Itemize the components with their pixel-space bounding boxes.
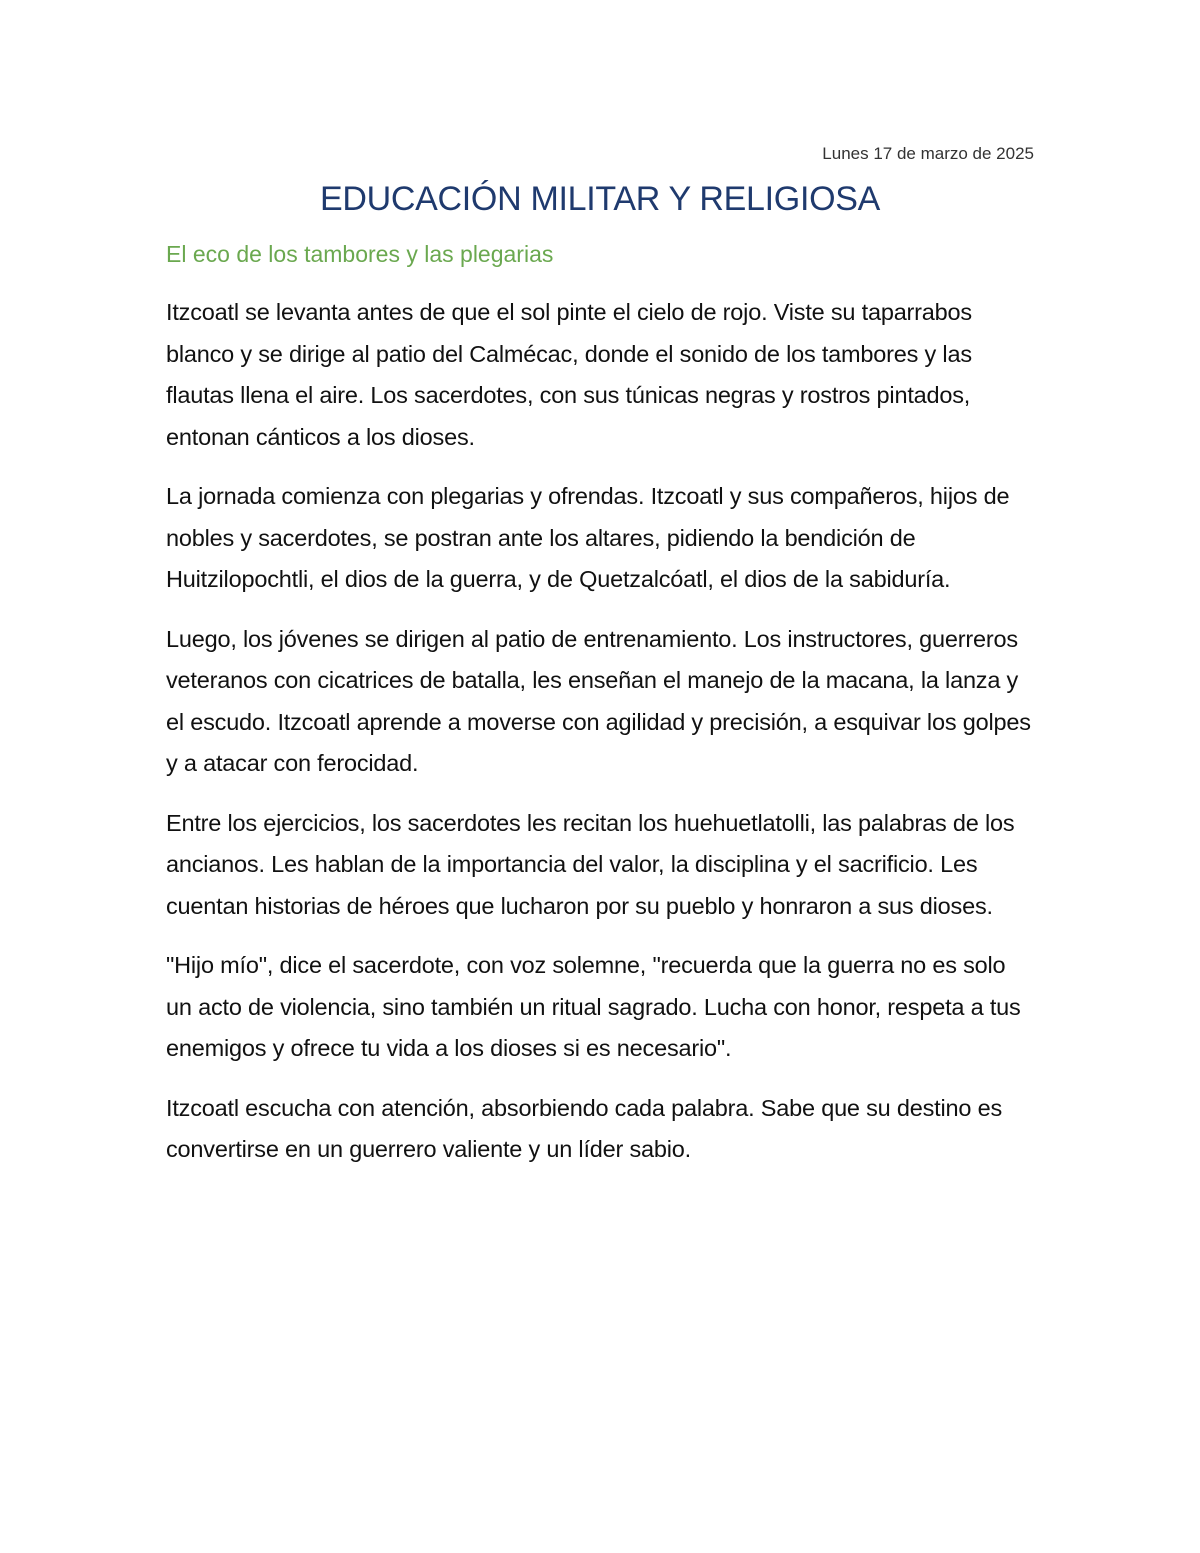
document-date: Lunes 17 de marzo de 2025: [822, 144, 1034, 163]
document-subtitle: El eco de los tambores y las plegarias: [166, 241, 554, 267]
paragraph-6: Itzcoatl escucha con atención, absorbiendo cada palabra. Sabe que su destino es convertirse en un guerrero valiente y un líder sabio.: [166, 1094, 1003, 1162]
paragraph-1: Itzcoatl se levanta antes de que el sol pinte el cielo de rojo. Viste su taparrabos blanco y se dirige al patio del Calmécac, donde el sonido de los tambores y las flautas llena el aire. Los sacerdotes, con sus túnicas negras y rostros pintados, entonan cánticos a los dioses.: [166, 299, 972, 450]
paragraph-5: "Hijo mío", dice el sacerdote, con voz solemne, "recuerda que la guerra no es solo un acto de violencia, sino también un ritual sagrado. Lucha con honor, respeta a tus enemigos y ofrece tu vida a los dioses si es necesario".: [166, 952, 1021, 1061]
paragraph-2: La jornada comienza con plegarias y ofrendas. Itzcoatl y sus compañeros, hijos de nobles y sacerdotes, se postran ante los altares, pidiendo la bendición de Huitzilopochtli, el dios de la guerra, y de Quetzalcóatl, el dios de la sabiduría.: [166, 483, 1010, 592]
paragraph-3: Luego, los jóvenes se dirigen al patio de entrenamiento. Los instructores, guerreros veteranos con cicatrices de batalla, les enseñan el manejo de la macana, la lanza y el escudo. Itzcoatl aprende a moverse con agilidad y precisión, a esquivar los golpes y a atacar con ferocidad.: [166, 625, 1031, 776]
document-title: EDUCACIÓN MILITAR Y RELIGIOSA: [320, 180, 880, 218]
document-body: [166, 138, 1034, 1171]
paragraph-4: Entre los ejercicios, los sacerdotes les recitan los huehuetlatolli, las palabras de los ancianos. Les hablan de la importancia del valor, la disciplina y el sacrificio. Les cuentan historias de héroes que lucharon por su pueblo y honraron a sus dioses.: [166, 809, 1015, 919]
